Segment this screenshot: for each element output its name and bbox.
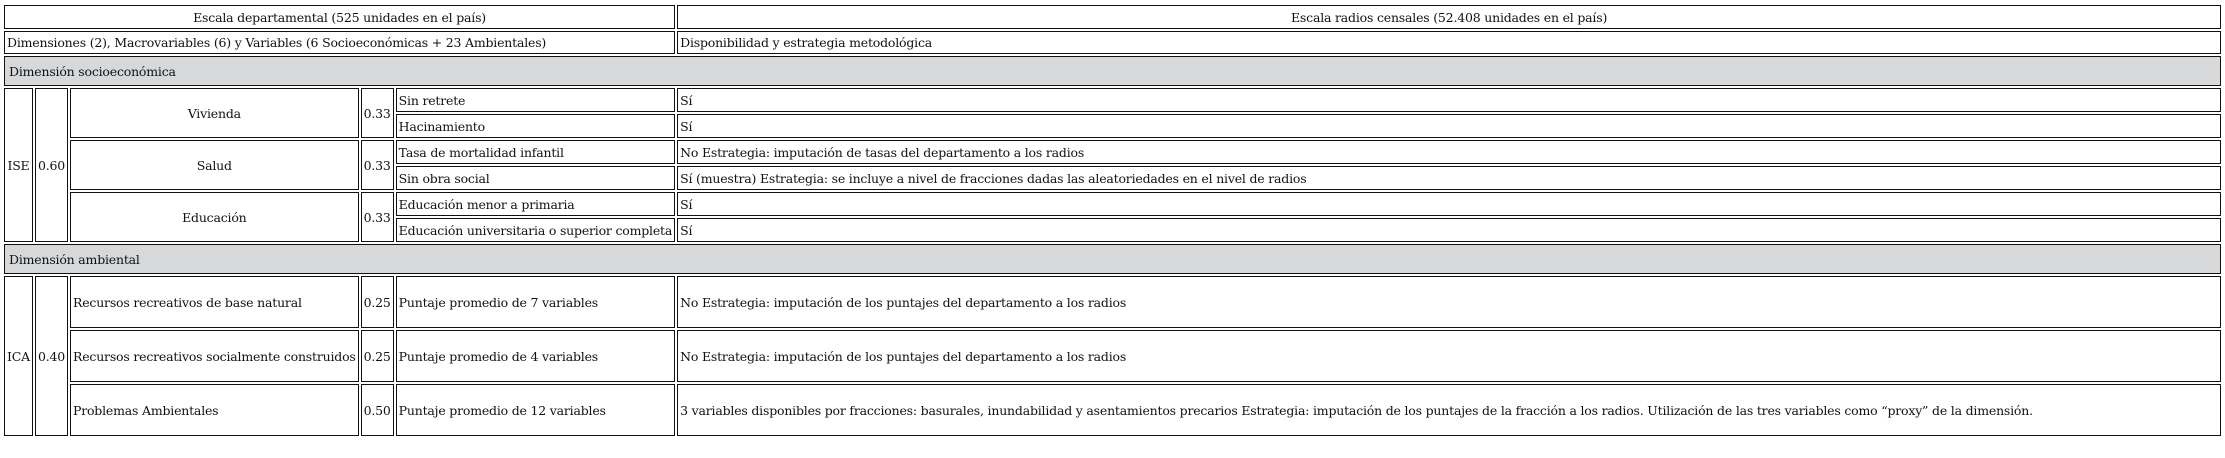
macrovariable-weight: 0.33 <box>361 192 394 242</box>
header-row-scale <box>4 5 2221 29</box>
variable-availability: No Estrategia: imputación de los puntajes del departamento a los radios <box>677 276 2221 328</box>
header-row-subtitle <box>4 31 2221 54</box>
section-title: Dimensión ambiental <box>4 244 2221 274</box>
table-row <box>4 88 2221 112</box>
variable-name: Puntaje promedio de 7 variables <box>396 276 675 328</box>
variable-availability: No Estrategia: imputación de tasas del departamento a los radios <box>677 140 2221 164</box>
macrovariable-name: Salud <box>70 140 359 190</box>
variable-name: Tasa de mortalidad infantil <box>396 140 675 164</box>
table-row <box>4 330 2221 382</box>
macrovariable-name: Recursos recreativos de base natural <box>70 276 359 328</box>
variable-availability: Sí (muestra) Estrategia: se incluye a nivel de fracciones dadas las aleatoriedades en el nivel de radios <box>677 166 2221 190</box>
index-weight: 0.40 <box>35 276 68 436</box>
variable-availability: Sí <box>677 192 2221 216</box>
indicators-table <box>2 3 2223 438</box>
index-label: ISE <box>4 88 33 242</box>
availability-strategy-header: Disponibilidad y estrategia metodológica <box>677 31 2221 54</box>
variable-availability: No Estrategia: imputación de los puntajes del departamento a los radios <box>677 330 2221 382</box>
macrovariable-weight: 0.25 <box>361 276 394 328</box>
section-title: Dimensión socioeconómica <box>4 56 2221 86</box>
macrovariable-weight: 0.33 <box>361 140 394 190</box>
variable-name: Puntaje promedio de 12 variables <box>396 384 675 436</box>
table-row <box>4 192 2221 216</box>
macrovariable-weight: 0.25 <box>361 330 394 382</box>
variable-name: Educación menor a primaria <box>396 192 675 216</box>
variable-availability: Sí <box>677 114 2221 138</box>
variable-availability: 3 variables disponibles por fracciones: basurales, inundabilidad y asentamientos precarios Estrategia: imputación de los puntajes de la fracción a los radios. Utilización de las tres variables como “proxy” de la dimensión. <box>677 384 2221 436</box>
dimensions-variables-header: Dimensiones (2), Macrovariables (6) y Variables (6 Socioeconómicas + 23 Ambientales) <box>4 31 675 54</box>
variable-availability: Sí <box>677 88 2221 112</box>
index-weight: 0.60 <box>35 88 68 242</box>
macrovariable-name: Recursos recreativos socialmente construidos <box>70 330 359 382</box>
table-row <box>4 276 2221 328</box>
departmental-scale-header: Escala departamental (525 unidades en el país) <box>4 5 675 29</box>
section-row-environmental <box>4 244 2221 274</box>
macrovariable-name: Educación <box>70 192 359 242</box>
variable-name: Educación universitaria o superior completa <box>396 218 675 242</box>
table-row <box>4 140 2221 164</box>
variable-name: Sin retrete <box>396 88 675 112</box>
variable-name: Puntaje promedio de 4 variables <box>396 330 675 382</box>
variable-name: Sin obra social <box>396 166 675 190</box>
census-radius-scale-header: Escala radios censales (52.408 unidades en el país) <box>677 5 2221 29</box>
macrovariable-weight: 0.33 <box>361 88 394 138</box>
macrovariable-weight: 0.50 <box>361 384 394 436</box>
table-row <box>4 384 2221 436</box>
macrovariable-name: Problemas Ambientales <box>70 384 359 436</box>
macrovariable-name: Vivienda <box>70 88 359 138</box>
section-row-socioeconomic <box>4 56 2221 86</box>
variable-name: Hacinamiento <box>396 114 675 138</box>
variable-availability: Sí <box>677 218 2221 242</box>
index-label: ICA <box>4 276 33 436</box>
